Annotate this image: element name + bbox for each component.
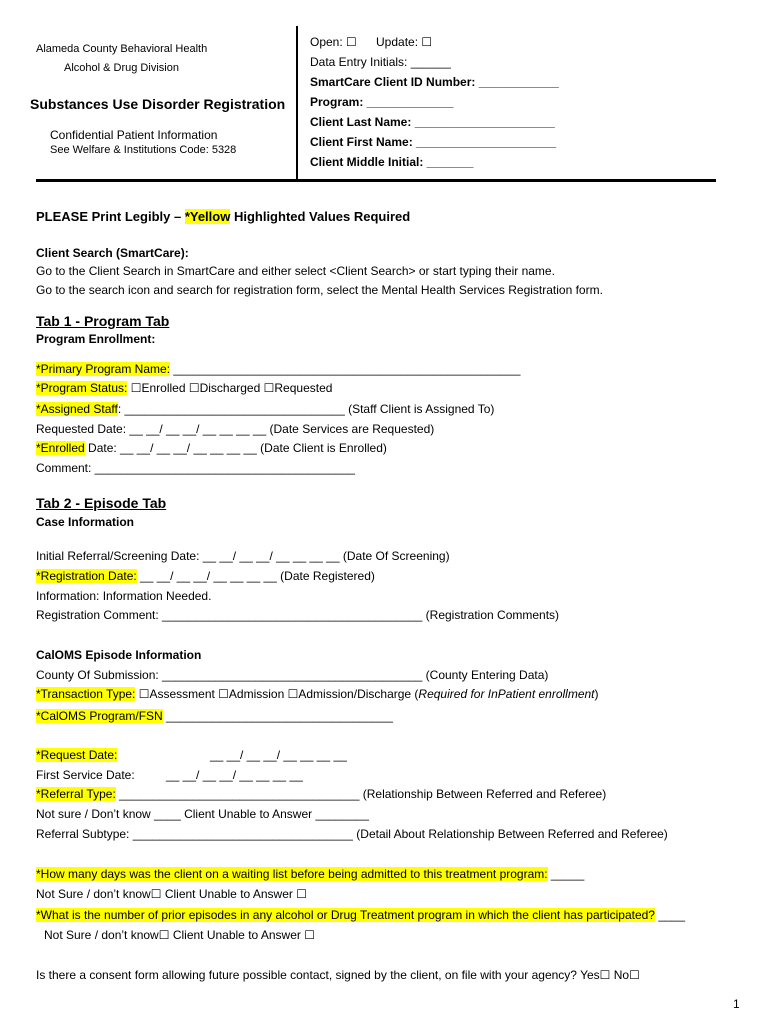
prior-episodes-question[interactable]: *What is the number of prior episodes in any alcohol or Drug Treatment program in which the client has participated? ____ <box>36 908 686 922</box>
caloms-heading: CalOMS Episode Information <box>36 648 202 662</box>
waiting-list-not-sure[interactable]: Not Sure / don’t know☐ Client Unable to Answer ☐ <box>36 887 307 901</box>
waiting-list-question[interactable]: *How many days was the client on a waiting list before being admitted to this treatment program: _____ <box>36 867 585 881</box>
client-first-name-field[interactable]: Client First Name: _____________________ <box>310 135 557 149</box>
referral-subtype-field[interactable]: Referral Subtype: _________________________________ (Detail About Relationship Between Referred and Referee) <box>36 827 668 841</box>
confidential-notice: Confidential Patient Information <box>50 128 218 142</box>
request-date-field[interactable]: __ __/ __ __/ __ __ __ __ <box>210 748 347 762</box>
client-last-name-field[interactable]: Client Last Name: _____________________ <box>310 115 555 129</box>
form-title: Substances Use Disorder Registration <box>30 96 286 112</box>
program-field[interactable]: Program: _____________ <box>310 95 454 109</box>
client-search-instruction-2: Go to the search icon and search for registration form, select the Mental Health Services Registration form. <box>36 283 603 297</box>
yellow-highlight-word: *Yellow <box>184 209 231 224</box>
transaction-type-field[interactable]: *Transaction Type: ☐Assessment ☐Admission ☐Admission/Discharge (Required for InPatient enrollment) <box>36 687 599 701</box>
program-enrollment-heading: Program Enrollment: <box>36 332 156 346</box>
open-checkbox[interactable]: Open: ☐ <box>310 35 357 49</box>
caloms-program-field[interactable]: *CalOMS Program/FSN __________________________________ <box>36 709 393 723</box>
comment-field[interactable]: Comment: _______________________________________ <box>36 461 355 475</box>
org-division: Alcohol & Drug Division <box>64 62 179 74</box>
print-legibly-notice: PLEASE Print Legibly – *Yellow Highlighted Values Required <box>36 209 411 224</box>
enrolled-date-field[interactable]: *Enrolled Date: __ __/ __ __/ __ __ __ __ (Date Client is Enrolled) <box>36 441 387 455</box>
client-search-instruction-1: Go to the Client Search in SmartCare and either select <Client Search> or start typing their name. <box>36 264 555 278</box>
first-service-date-label: First Service Date: <box>36 768 135 782</box>
first-service-date-field[interactable]: __ __/ __ __/ __ __ __ __ <box>166 768 303 782</box>
consent-question[interactable]: Is there a consent form allowing future possible contact, signed by the client, on file with your agency? Yes☐ No☐ <box>36 968 640 982</box>
client-search-heading: Client Search (SmartCare): <box>36 246 189 260</box>
registration-date-field[interactable]: *Registration Date: __ __/ __ __/ __ __ __ __ (Date Registered) <box>36 569 375 583</box>
request-date-label: *Request Date: <box>36 748 118 762</box>
tab1-heading: Tab 1 - Program Tab <box>36 313 170 329</box>
information-text: Information: Information Needed. <box>36 589 212 603</box>
program-status-field[interactable]: *Program Status: ☐Enrolled ☐Discharged ☐Requested <box>36 381 333 395</box>
org-name: Alameda County Behavioral Health <box>36 43 208 55</box>
initial-referral-date-field[interactable]: Initial Referral/Screening Date: __ __/ __ __/ __ __ __ __ (Date Of Screening) <box>36 549 450 563</box>
referral-type-field[interactable]: *Referral Type: ____________________________________ (Relationship Between Referred and Referee) <box>36 787 607 801</box>
case-information-heading: Case Information <box>36 515 135 529</box>
page-number: 1 <box>733 997 740 1011</box>
header-divider-vertical <box>296 26 298 180</box>
smartcare-id-field[interactable]: SmartCare Client ID Number: ____________ <box>310 75 559 89</box>
header-divider-horizontal <box>36 179 716 182</box>
tab2-heading: Tab 2 - Episode Tab <box>36 495 167 511</box>
welfare-code: See Welfare & Institutions Code: 5328 <box>50 144 237 156</box>
client-middle-initial-field[interactable]: Client Middle Initial: _______ <box>310 155 474 169</box>
update-checkbox[interactable]: Update: ☐ <box>376 35 433 49</box>
primary-program-field[interactable]: *Primary Program Name: ____________________________________________________ <box>36 362 521 376</box>
prior-episodes-not-sure[interactable]: Not Sure / don’t know☐ Client Unable to Answer ☐ <box>44 928 315 942</box>
county-submission-field[interactable]: County Of Submission: _______________________________________ (County Entering Data) <box>36 668 549 682</box>
data-entry-initials-field[interactable]: Data Entry Initials: ______ <box>310 55 451 69</box>
assigned-staff-field[interactable]: *Assigned Staff: _________________________________ (Staff Client is Assigned To) <box>36 402 495 416</box>
requested-date-field[interactable]: Requested Date: __ __/ __ __/ __ __ __ __ (Date Services are Requested) <box>36 422 435 436</box>
referral-not-sure-field[interactable]: Not sure / Don’t know ____ Client Unable to Answer ________ <box>36 807 369 821</box>
registration-comment-field[interactable]: Registration Comment: _______________________________________ (Registration Comments) <box>36 608 560 622</box>
